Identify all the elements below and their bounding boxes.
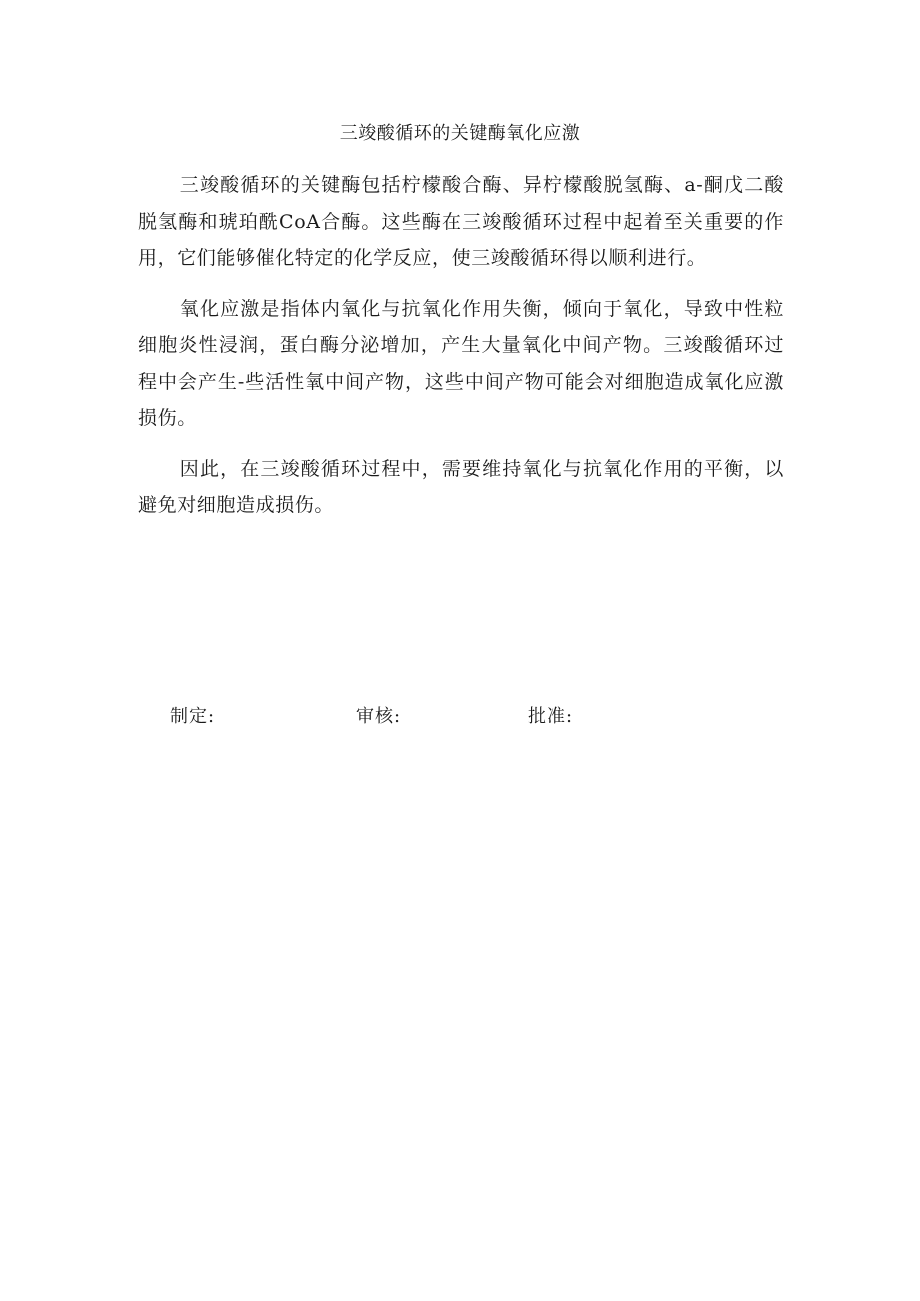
document-title: 三竣酸循环的关键酶氧化应激	[339, 123, 581, 144]
reviewed-by-label: 审核:	[356, 706, 402, 727]
drafted-by-label: 制定:	[170, 706, 216, 727]
paragraph-1: 三竣酸循环的关键酶包括柠檬酸合酶、异柠檬酸脱氢酶、a-酮戊二酸脱氢酶和琥珀酰CoA合酶。这些酶在三竣酸循环过程中起着至关重要的作用，它们能够催化特定的化学反应，使三竣酸循环得以顺利进行。	[138, 174, 784, 269]
signature-row	[170, 703, 770, 733]
paragraph-3: 因此，在三竣酸循环过程中，需要维持氧化与抗氧化作用的平衡，以避免对细胞造成损伤。	[138, 457, 784, 516]
approved-by-label: 批准:	[528, 706, 574, 727]
document-body	[138, 167, 784, 538]
paragraph-2: 氧化应激是指体内氧化与抗氧化作用失衡，倾向于氧化，导致中性粒细胞炎性浸润，蛋白酶分泌增加，产生大量氧化中间产物。三竣酸循环过程中会产生-些活性氧中间产物，这些中间产物可能会对细胞造成氧化应激损伤。	[138, 297, 784, 429]
